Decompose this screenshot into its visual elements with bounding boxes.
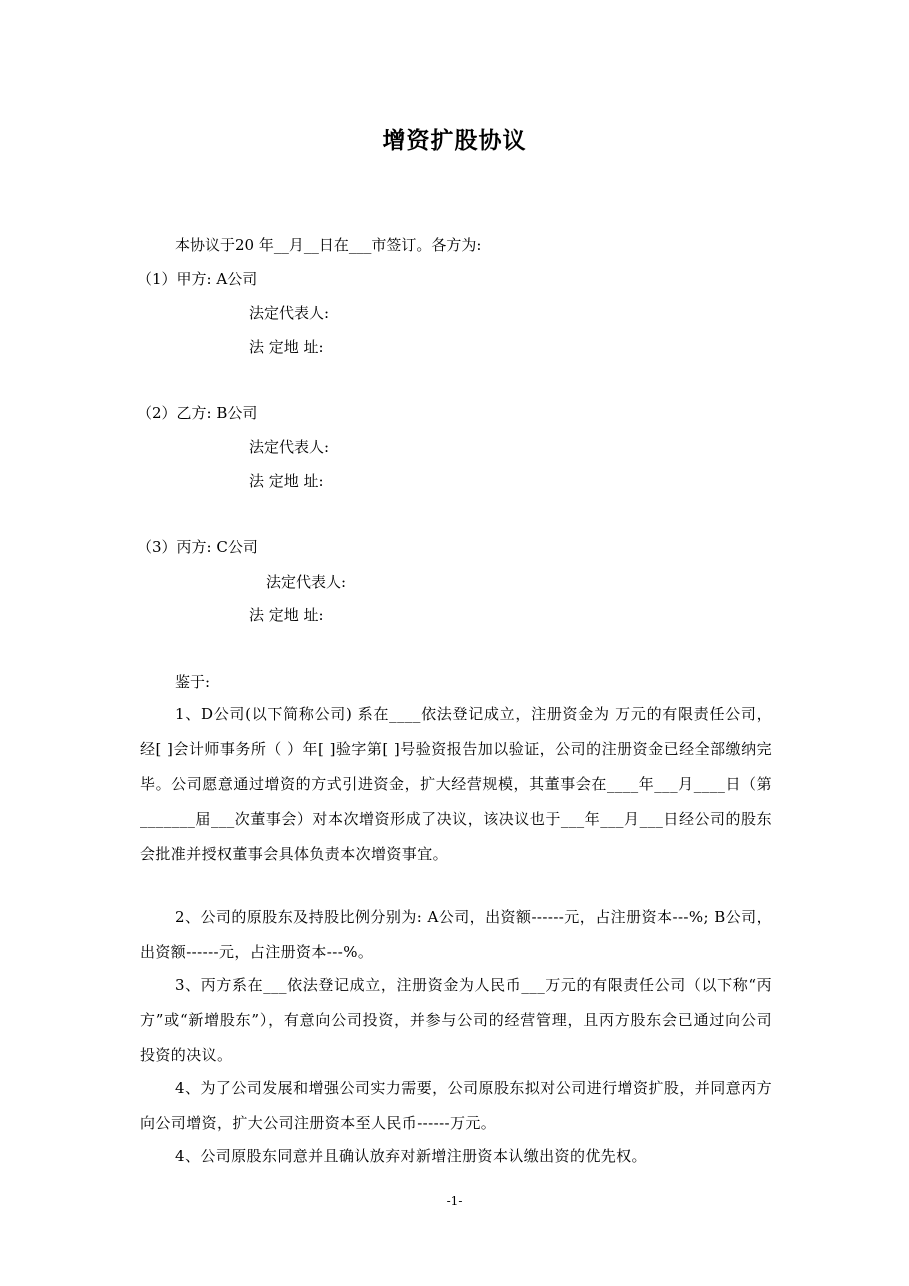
party-a-heading: （1）甲方: A公司 — [137, 270, 258, 288]
clause-5: 4、公司原股东同意并且确认放弃对新增注册资本认缴出资的优先权。 — [175, 1147, 647, 1165]
clause-1: 1、D公司(以下简称公司) 系在____依法登记成立，注册资金为 万元的有限责任公司，经[ ]会计师事务所（ ）年[ ]验字第[ ]号验资报告加以验证，公司的注册资金已经全部缴纳完毕。公司愿意通过增资的方式引进资金，扩大经营规模，其董事会在____年___月____日（第_______届___次董事会）对本次增资形成了决议，该决议也于___年___月___日经公司的股东会批准并授权董事会具体负责本次增资事宜。 — [140, 705, 772, 863]
clause-3: 3、丙方系在___依法登记成立，注册资金为人民币___万元的有限责任公司（以下称“丙方”或“新增股东”），有意向公司投资，并参与公司的经营管理，且丙方股东会已通过向公司投资的决议。 — [140, 976, 772, 1064]
document-title: 增资扩股协议 — [382, 128, 527, 154]
party-b-address: 法 定地 址: — [249, 472, 324, 490]
party-b-rep: 法定代表人: — [249, 438, 330, 456]
clause-2: 2、公司的原股东及持股比例分别为: A公司，出资额------元，占注册资本---%; B公司，出资额------元，占注册资本---%。 — [140, 908, 772, 961]
party-b-heading: （2）乙方: B公司 — [137, 404, 258, 422]
party-c-heading: （3）丙方: C公司 — [137, 538, 258, 556]
party-a-rep: 法定代表人: — [249, 304, 330, 322]
clause-4: 4、为了公司发展和增强公司实力需要，公司原股东拟对公司进行增资扩股，并同意丙方向公司增资，扩大公司注册资本至人民币------万元。 — [140, 1079, 772, 1132]
page-number: -1- — [446, 1194, 463, 1208]
party-a-address: 法 定地 址: — [249, 338, 324, 356]
intro-line: 本协议于20 年__月__日在___市签订。各方为: — [175, 236, 482, 254]
party-c-rep: 法定代表人: — [266, 573, 347, 591]
party-c-address: 法 定地 址: — [249, 606, 324, 624]
whereas-heading: 鉴于: — [175, 673, 211, 691]
